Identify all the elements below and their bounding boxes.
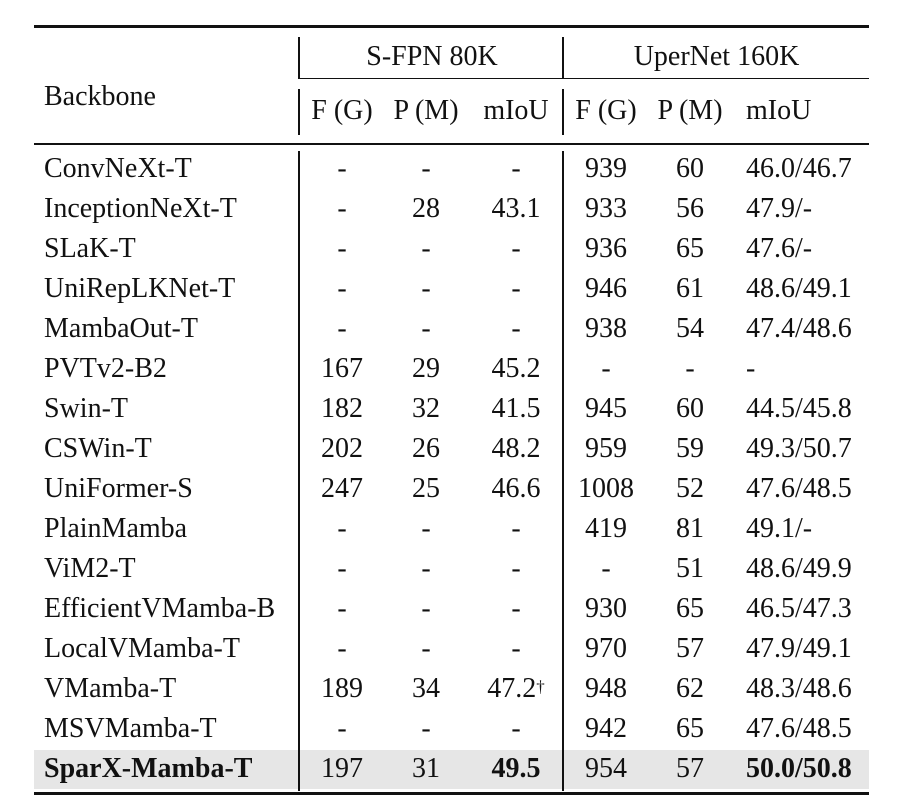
cell-text: 54 bbox=[676, 313, 704, 344]
row-value bbox=[564, 549, 648, 589]
row-value bbox=[746, 749, 866, 789]
row-value bbox=[564, 149, 648, 189]
cell-text: 197 bbox=[321, 753, 363, 784]
row-value bbox=[564, 389, 648, 429]
row-value bbox=[468, 149, 564, 189]
row-value bbox=[384, 389, 468, 429]
row-value bbox=[648, 709, 732, 749]
cell-text: 945 bbox=[585, 393, 627, 424]
row-value bbox=[300, 269, 384, 309]
col-header: F (G) bbox=[575, 95, 637, 126]
row-value bbox=[384, 189, 468, 229]
cell-text: - bbox=[421, 513, 431, 544]
cell-text: 938 bbox=[585, 313, 627, 344]
row-backbone-name: InceptionNeXt-T bbox=[44, 193, 237, 224]
row-value bbox=[384, 629, 468, 669]
group-rule bbox=[300, 78, 869, 79]
row-value bbox=[468, 589, 564, 629]
cell-text: 48.2 bbox=[491, 433, 541, 464]
row-value bbox=[468, 189, 564, 229]
row-value bbox=[468, 309, 564, 349]
cell-text: 41.5 bbox=[491, 393, 541, 424]
row-value bbox=[564, 429, 648, 469]
cell-text: 61 bbox=[676, 273, 704, 304]
cell-text: - bbox=[337, 193, 347, 224]
row-value bbox=[746, 669, 866, 709]
cell-text: - bbox=[511, 633, 521, 664]
row-value bbox=[468, 509, 564, 549]
cell-text: 948 bbox=[585, 673, 627, 704]
row-value bbox=[384, 709, 468, 749]
row-value bbox=[300, 429, 384, 469]
cell-text: 57 bbox=[676, 633, 704, 664]
row-backbone-name: Swin-T bbox=[44, 393, 128, 424]
row-value bbox=[300, 349, 384, 389]
row-value bbox=[468, 269, 564, 309]
row-value bbox=[384, 429, 468, 469]
cell-text: - bbox=[337, 633, 347, 664]
cell-text: - bbox=[337, 273, 347, 304]
row-value bbox=[648, 309, 732, 349]
cell-text: - bbox=[421, 313, 431, 344]
row-value bbox=[648, 629, 732, 669]
header-group-sfpn: S-FPN 80K bbox=[366, 41, 498, 72]
row-backbone-name: CSWin-T bbox=[44, 433, 152, 464]
row-value bbox=[300, 669, 384, 709]
dagger-mark: † bbox=[536, 677, 545, 696]
row-backbone-name: VMamba-T bbox=[44, 673, 177, 704]
col-header: mIoU bbox=[483, 95, 549, 126]
cell-text: 49.1/- bbox=[746, 513, 813, 544]
cell-text: - bbox=[511, 313, 521, 344]
cell-text: 49.5 bbox=[491, 753, 541, 784]
row-value bbox=[648, 749, 732, 789]
row-value bbox=[564, 309, 648, 349]
vertical-divider bbox=[562, 89, 564, 135]
cell-text: 65 bbox=[676, 593, 704, 624]
cell-text: - bbox=[421, 593, 431, 624]
cell-text: 57 bbox=[676, 753, 704, 784]
cell-text: 47.2 bbox=[487, 673, 537, 704]
row-value bbox=[648, 429, 732, 469]
row-value bbox=[468, 669, 564, 709]
cell-text: - bbox=[337, 233, 347, 264]
cell-text: 29 bbox=[412, 353, 440, 384]
cell-text: 26 bbox=[412, 433, 440, 464]
row-backbone-name: EfficientVMamba-B bbox=[44, 593, 276, 624]
cell-text: 46.0/46.7 bbox=[746, 153, 852, 184]
cell-text: - bbox=[421, 273, 431, 304]
row-value bbox=[384, 549, 468, 589]
header-backbone: Backbone bbox=[44, 81, 156, 112]
cell-text: 167 bbox=[321, 353, 363, 384]
row-backbone-name: UniRepLKNet-T bbox=[44, 273, 236, 304]
row-value bbox=[300, 149, 384, 189]
cell-text: 942 bbox=[585, 713, 627, 744]
cell-text: - bbox=[421, 633, 431, 664]
cell-text: 936 bbox=[585, 233, 627, 264]
cell-text: - bbox=[337, 313, 347, 344]
bottom-rule bbox=[34, 792, 869, 795]
cell-text: - bbox=[421, 553, 431, 584]
row-value bbox=[746, 709, 866, 749]
row-value bbox=[564, 629, 648, 669]
row-value bbox=[564, 709, 648, 749]
row-backbone-name: ViM2-T bbox=[44, 553, 136, 584]
row-value bbox=[746, 549, 866, 589]
row-backbone-name: MambaOut-T bbox=[44, 313, 198, 344]
row-value bbox=[746, 429, 866, 469]
row-value bbox=[384, 269, 468, 309]
cell-text: 59 bbox=[676, 433, 704, 464]
row-value bbox=[300, 709, 384, 749]
row-value bbox=[300, 309, 384, 349]
cell-text: - bbox=[511, 593, 521, 624]
cell-text: - bbox=[421, 713, 431, 744]
row-value bbox=[384, 309, 468, 349]
row-value bbox=[384, 669, 468, 709]
row-value bbox=[384, 509, 468, 549]
row-value bbox=[384, 229, 468, 269]
top-rule bbox=[34, 25, 869, 28]
row-value bbox=[468, 229, 564, 269]
row-value bbox=[468, 549, 564, 589]
col-header: F (G) bbox=[311, 95, 373, 126]
row-value bbox=[300, 509, 384, 549]
cell-text: 47.6/48.5 bbox=[746, 713, 852, 744]
row-value bbox=[564, 229, 648, 269]
row-value bbox=[300, 229, 384, 269]
cell-text: - bbox=[511, 273, 521, 304]
row-value bbox=[648, 549, 732, 589]
cell-text: - bbox=[511, 233, 521, 264]
row-value bbox=[384, 349, 468, 389]
row-value bbox=[648, 149, 732, 189]
cell-text: 49.3/50.7 bbox=[746, 433, 852, 464]
cell-text: 65 bbox=[676, 713, 704, 744]
row-backbone-name: PlainMamba bbox=[44, 513, 188, 544]
cell-text: - bbox=[511, 553, 521, 584]
cell-text: 47.9/49.1 bbox=[746, 633, 852, 664]
cell-text: 419 bbox=[585, 513, 627, 544]
row-value bbox=[564, 589, 648, 629]
cell-text: - bbox=[337, 153, 347, 184]
cell-text: 46.5/47.3 bbox=[746, 593, 852, 624]
vertical-divider bbox=[298, 151, 300, 791]
row-value bbox=[648, 229, 732, 269]
row-value bbox=[468, 389, 564, 429]
header-group-upernet: UperNet 160K bbox=[633, 41, 800, 72]
cell-text: 60 bbox=[676, 393, 704, 424]
cell-text: - bbox=[601, 353, 611, 384]
cell-text: 47.6/- bbox=[746, 233, 813, 264]
row-backbone-name: MSVMamba-T bbox=[44, 713, 217, 744]
cell-text: 62 bbox=[676, 673, 704, 704]
cell-text: 939 bbox=[585, 153, 627, 184]
cell-text: - bbox=[601, 553, 611, 584]
cell-text: - bbox=[511, 513, 521, 544]
row-value bbox=[564, 509, 648, 549]
row-value bbox=[384, 749, 468, 789]
col-header: mIoU bbox=[746, 95, 812, 126]
cell-text: 28 bbox=[412, 193, 440, 224]
cell-text: 930 bbox=[585, 593, 627, 624]
row-value bbox=[746, 229, 866, 269]
cell-text: 32 bbox=[412, 393, 440, 424]
row-value bbox=[468, 469, 564, 509]
cell-text: 25 bbox=[412, 473, 440, 504]
row-value bbox=[648, 669, 732, 709]
cell-text: 189 bbox=[321, 673, 363, 704]
row-value bbox=[564, 269, 648, 309]
row-backbone-name: ConvNeXt-T bbox=[44, 153, 192, 184]
row-value bbox=[384, 589, 468, 629]
row-value bbox=[300, 189, 384, 229]
cell-text: 933 bbox=[585, 193, 627, 224]
col-header: P (M) bbox=[393, 95, 459, 126]
row-value bbox=[746, 629, 866, 669]
row-value bbox=[564, 669, 648, 709]
cell-text: 47.6/48.5 bbox=[746, 473, 852, 504]
row-value bbox=[468, 629, 564, 669]
row-value bbox=[746, 149, 866, 189]
row-value bbox=[746, 309, 866, 349]
row-value bbox=[300, 589, 384, 629]
row-value bbox=[300, 629, 384, 669]
row-value bbox=[564, 189, 648, 229]
cell-text: 44.5/45.8 bbox=[746, 393, 852, 424]
cell-text: 48.3/48.6 bbox=[746, 673, 852, 704]
row-value bbox=[468, 349, 564, 389]
row-value bbox=[746, 269, 866, 309]
cell-text: - bbox=[337, 593, 347, 624]
row-value bbox=[300, 389, 384, 429]
cell-text: 56 bbox=[676, 193, 704, 224]
cell-text: 47.4/48.6 bbox=[746, 313, 852, 344]
cell-text: 954 bbox=[585, 753, 627, 784]
vertical-divider bbox=[298, 89, 300, 135]
cell-text: - bbox=[685, 353, 695, 384]
cell-text: - bbox=[746, 353, 756, 384]
cell-text: 81 bbox=[676, 513, 704, 544]
cell-text: 52 bbox=[676, 473, 704, 504]
row-value bbox=[648, 589, 732, 629]
cell-text: 1008 bbox=[578, 473, 634, 504]
cell-text: 50.0/50.8 bbox=[746, 753, 852, 784]
cell-text: - bbox=[511, 153, 521, 184]
cell-text: 65 bbox=[676, 233, 704, 264]
cell-text: 247 bbox=[321, 473, 363, 504]
row-value bbox=[746, 349, 866, 389]
row-value bbox=[300, 469, 384, 509]
cell-text: 47.9/- bbox=[746, 193, 813, 224]
row-value bbox=[564, 749, 648, 789]
row-value bbox=[648, 389, 732, 429]
row-value bbox=[564, 469, 648, 509]
cell-text: 48.6/49.9 bbox=[746, 553, 852, 584]
row-value bbox=[746, 589, 866, 629]
row-value bbox=[648, 469, 732, 509]
cell-text: 45.2 bbox=[491, 353, 541, 384]
row-value bbox=[648, 269, 732, 309]
row-value bbox=[746, 469, 866, 509]
row-backbone-name: UniFormer-S bbox=[44, 473, 193, 504]
cell-text: - bbox=[337, 713, 347, 744]
row-value bbox=[300, 549, 384, 589]
cell-text: 60 bbox=[676, 153, 704, 184]
row-value bbox=[384, 149, 468, 189]
cell-text: 34 bbox=[412, 673, 440, 704]
row-backbone-name: SLaK-T bbox=[44, 233, 136, 264]
row-value bbox=[746, 389, 866, 429]
cell-text: - bbox=[337, 553, 347, 584]
row-value bbox=[648, 349, 732, 389]
header-rule bbox=[34, 143, 869, 145]
row-value bbox=[564, 349, 648, 389]
vertical-divider bbox=[562, 151, 564, 791]
row-value bbox=[746, 189, 866, 229]
cell-text: - bbox=[421, 153, 431, 184]
row-value bbox=[648, 189, 732, 229]
cell-text: 202 bbox=[321, 433, 363, 464]
cell-text: 182 bbox=[321, 393, 363, 424]
row-value bbox=[468, 709, 564, 749]
row-value bbox=[746, 509, 866, 549]
cell-text: 43.1 bbox=[491, 193, 541, 224]
cell-text: 970 bbox=[585, 633, 627, 664]
row-value bbox=[468, 749, 564, 789]
vertical-divider bbox=[298, 37, 300, 79]
vertical-divider bbox=[562, 37, 564, 79]
cell-text: 946 bbox=[585, 273, 627, 304]
cell-text: 51 bbox=[676, 553, 704, 584]
row-backbone-name: PVTv2-B2 bbox=[44, 353, 167, 384]
cell-text: 31 bbox=[412, 753, 440, 784]
cell-text: - bbox=[421, 233, 431, 264]
cell-text: - bbox=[511, 713, 521, 744]
cell-text: 46.6 bbox=[491, 473, 541, 504]
row-backbone-name: SparX-Mamba-T bbox=[44, 753, 253, 784]
col-header: P (M) bbox=[657, 95, 723, 126]
row-value bbox=[300, 749, 384, 789]
cell-text: 48.6/49.1 bbox=[746, 273, 852, 304]
row-value bbox=[468, 429, 564, 469]
row-value bbox=[648, 509, 732, 549]
row-value bbox=[384, 469, 468, 509]
row-backbone-name: LocalVMamba-T bbox=[44, 633, 240, 664]
cell-text: - bbox=[337, 513, 347, 544]
cell-text: 959 bbox=[585, 433, 627, 464]
